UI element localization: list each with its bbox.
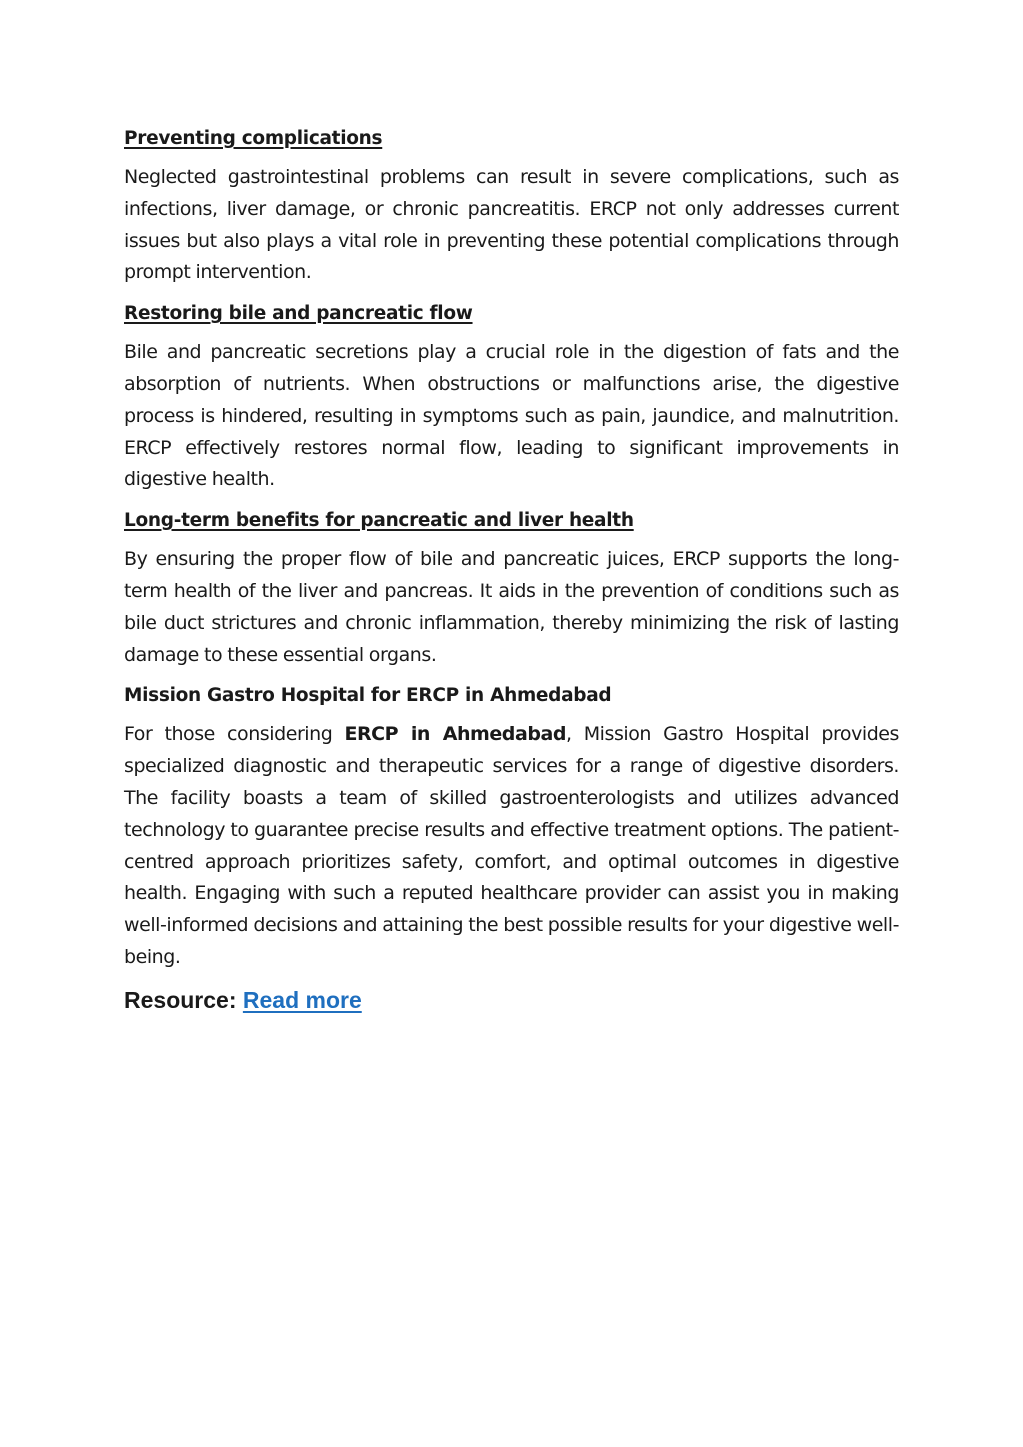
section-body-preventing-complications: Neglected gastrointestinal problems can result in severe complications, such as infections, liver damage, or chronic pancreatitis. ERCP not only addresses current issues but also plays a vital role in preventing these potential complications through prompt intervention. xyxy=(124,166,899,284)
section-heading-restoring-flow: Restoring bile and pancreatic flow xyxy=(124,303,473,325)
section-body-long-term-benefits: By ensuring the proper flow of bile and pancreatic juices, ERCP supports the long-term health of the liver and pancreas. It aids in the prevention of conditions such as bile duct strictures and chronic inflammation, thereby minimizing the risk of lasting damage to these essential organs. xyxy=(124,548,899,666)
resource-label: Resource: xyxy=(124,986,237,1013)
resource-line xyxy=(124,984,899,1016)
body-prefix: For those considering xyxy=(124,723,345,746)
section-heading-mission-gastro: Mission Gastro Hospital for ERCP in Ahmedabad xyxy=(124,685,612,707)
document-page xyxy=(124,124,899,1016)
section-heading-long-term-benefits: Long-term benefits for pancreatic and liver health xyxy=(124,510,634,532)
body-bold-keyword: ERCP in Ahmedabad xyxy=(344,723,567,746)
section-heading-preventing-complications: Preventing complications xyxy=(124,128,383,149)
section-body-restoring-flow: Bile and pancreatic secretions play a crucial role in the digestion of fats and the absorption of nutrients. When obstructions or malfunctions arise, the digestive process is hindered, resulting in symptoms such as pain, jaundice, and malnutrition. ERCP effectively restores normal flow, leading to significant improvements in digestive health. xyxy=(124,341,899,491)
read-more-link[interactable]: Read more xyxy=(242,986,362,1013)
body-suffix: , Mission Gastro Hospital provides specialized diagnostic and therapeutic services for a range of digestive disorders. The facility boasts a team of skilled gastroenterologists and utilizes advanced technology to guarantee precise results and effective treatment options. The patient-centred approach prioritizes safety, comfort, and optimal outcomes in digestive health. Engaging with such a reputed healthcare provider can assist you in making well-informed decisions and attaining the best possible results for your digestive well-being. xyxy=(124,723,899,968)
section-body-mission-gastro xyxy=(124,719,899,973)
